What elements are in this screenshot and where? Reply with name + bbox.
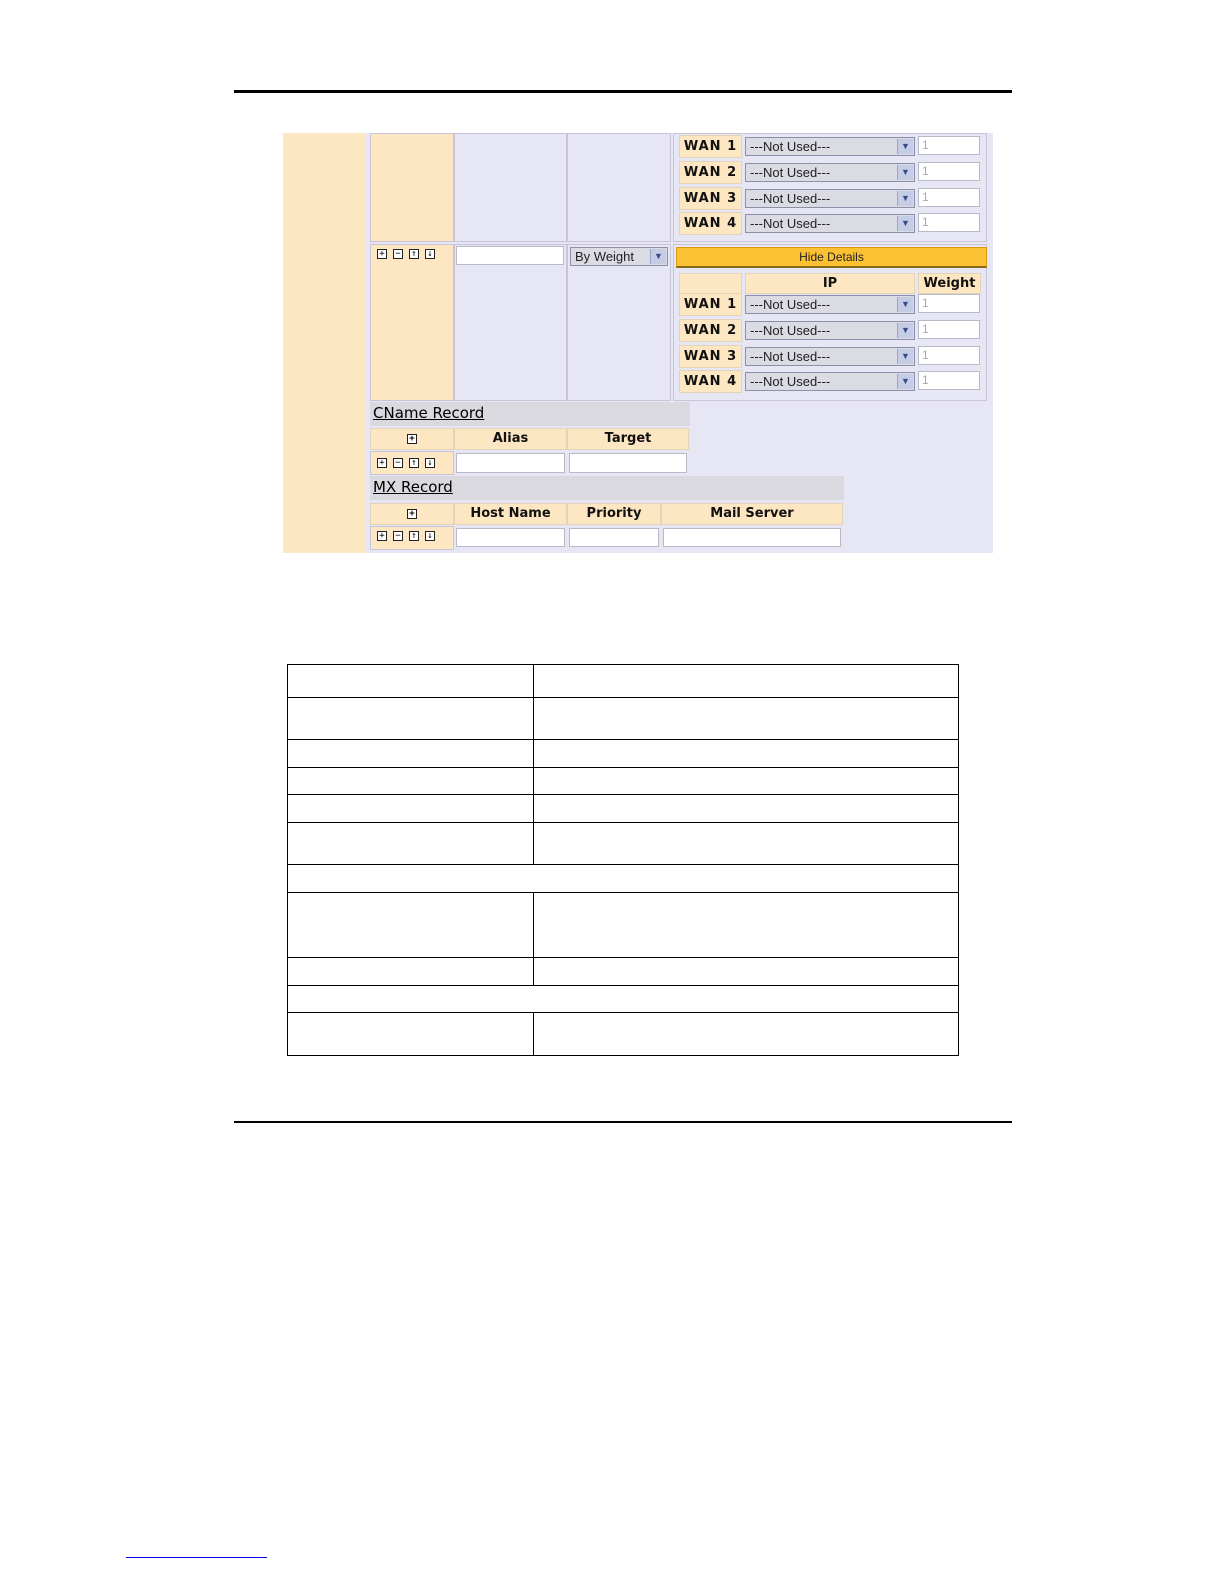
wan-label: WAN 3 [679,345,742,368]
row-controls [377,249,435,259]
table-column-line [533,1012,534,1056]
top-rule [234,90,1012,93]
up-arrow-icon[interactable]: ↑ [409,249,419,259]
table-row-line [287,864,959,865]
wan-ip-select[interactable]: ---Not Used--- ▼ [745,295,915,314]
weight-input[interactable]: 1 [918,294,980,313]
table-row-line [287,957,959,958]
weight-input[interactable]: 1 [918,346,980,365]
chevron-down-icon: ▼ [897,323,913,338]
cname-alias-input[interactable] [456,453,565,473]
wan-label: WAN 2 [679,161,742,184]
dns-config-screenshot [283,133,993,553]
bottom-rule [234,1121,1012,1123]
wan-ip-select[interactable]: ---Not Used--- ▼ [745,372,915,391]
table-row-line [287,985,959,986]
chevron-down-icon: ▼ [897,297,913,312]
mx-mail-input[interactable] [663,528,841,547]
details-header-blank [679,273,742,294]
footer-link-underline[interactable] [126,1557,267,1558]
up-arrow-icon[interactable]: ↑ [409,458,419,468]
weight-input[interactable]: 1 [918,213,980,232]
chevron-down-icon: ▼ [897,216,913,231]
cname-target-header: Target [567,428,689,450]
mx-mail-header: Mail Server [661,503,843,525]
wan-ip-select[interactable]: ---Not Used--- ▼ [745,321,915,340]
wan-label: WAN 3 [679,187,742,210]
minus-icon[interactable]: − [393,249,403,259]
chevron-down-icon: ▼ [897,349,913,364]
table-border-line [958,664,959,1056]
details-header-weight: Weight [918,273,981,294]
policy-select[interactable]: By Weight ▼ [570,247,668,266]
table-column-line [533,892,534,985]
table-border-line [287,664,288,1056]
details-header-ip: IP [745,273,915,294]
table-row-line [287,697,959,698]
table-row-line [287,767,959,768]
table-border-line [287,1055,959,1056]
row2-control-cell [370,244,454,401]
weight-input[interactable]: 1 [918,320,980,339]
hide-details-button[interactable]: Hide Details [676,247,987,268]
wan-label: WAN 1 [679,135,742,158]
plus-icon[interactable]: + [377,249,387,259]
weight-input[interactable]: 1 [918,371,980,390]
up-arrow-icon[interactable]: ↑ [409,531,419,541]
weight-input[interactable]: 1 [918,162,980,181]
cname-target-input[interactable] [569,453,687,473]
table-row-line [287,822,959,823]
mx-add-header [370,503,454,525]
cname-alias-header: Alias [454,428,567,450]
mx-host-header: Host Name [454,503,567,525]
mx-host-input[interactable] [456,528,565,547]
chevron-down-icon: ▼ [897,191,913,206]
plus-icon[interactable]: + [377,458,387,468]
row-controls [377,531,435,541]
mx-priority-input[interactable] [569,528,659,547]
wan-label: WAN 1 [679,293,742,316]
down-arrow-icon[interactable]: ↓ [425,249,435,259]
chevron-down-icon: ▼ [897,374,913,389]
plus-icon[interactable]: + [407,509,417,519]
wan-ip-select[interactable]: ---Not Used--- ▼ [745,214,915,233]
plus-icon[interactable]: + [377,531,387,541]
chevron-down-icon: ▼ [897,165,913,180]
row1-policy-cell [567,133,671,242]
cname-add-header [370,428,454,450]
table-row-line [287,1012,959,1013]
wan-label: WAN 4 [679,212,742,235]
settings-description-table [287,664,959,1056]
table-row-line [287,892,959,893]
chevron-down-icon: ▼ [897,139,913,154]
row-controls [377,458,435,468]
wan-ip-select[interactable]: ---Not Used--- ▼ [745,189,915,208]
table-border-line [287,664,959,665]
row2-policy-cell [567,244,671,401]
minus-icon[interactable]: − [393,458,403,468]
host-input[interactable] [456,246,564,265]
wan-label: WAN 4 [679,370,742,393]
table-row-line [287,739,959,740]
mx-section-title[interactable]: MX Record [370,476,844,500]
wan-ip-select[interactable]: ---Not Used--- ▼ [745,137,915,156]
down-arrow-icon[interactable]: ↓ [425,458,435,468]
mx-priority-header: Priority [567,503,661,525]
left-sidebar-column [283,133,366,553]
wan-label: WAN 2 [679,319,742,342]
row2-host-cell [454,244,567,401]
row1-control-cell [370,133,454,242]
wan-ip-select[interactable]: ---Not Used--- ▼ [745,347,915,366]
chevron-down-icon: ▼ [650,249,666,264]
table-row-line [287,794,959,795]
row1-host-cell [454,133,567,242]
minus-icon[interactable]: − [393,531,403,541]
down-arrow-icon[interactable]: ↓ [425,531,435,541]
cname-section-title[interactable]: CName Record [370,402,690,426]
weight-input[interactable]: 1 [918,136,980,155]
weight-input[interactable]: 1 [918,188,980,207]
plus-icon[interactable]: + [407,434,417,444]
wan-ip-select[interactable]: ---Not Used--- ▼ [745,163,915,182]
table-column-line [533,664,534,864]
